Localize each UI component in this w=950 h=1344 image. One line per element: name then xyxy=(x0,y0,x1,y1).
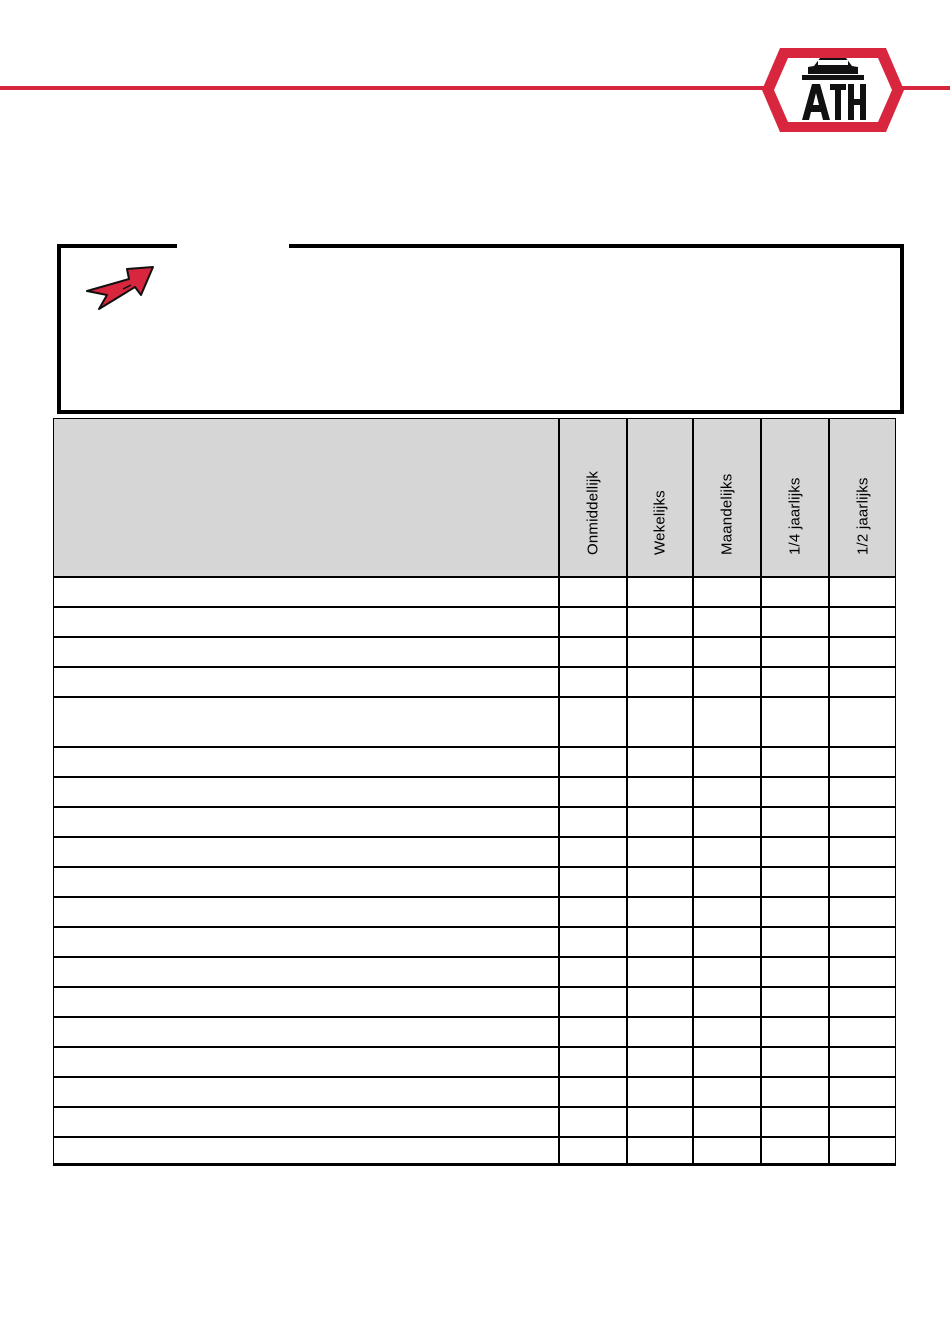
column-divider xyxy=(558,418,560,1164)
table-row xyxy=(53,868,896,896)
row-divider xyxy=(53,636,896,638)
row-divider xyxy=(53,1076,896,1078)
row-divider xyxy=(53,776,896,778)
table-row xyxy=(53,608,896,636)
note-box xyxy=(57,244,904,414)
row-divider xyxy=(53,1106,896,1108)
row-divider xyxy=(53,836,896,838)
table-row xyxy=(53,778,896,806)
table-row xyxy=(53,838,896,866)
header-col-halfjaar xyxy=(830,418,896,578)
table-row xyxy=(53,1108,896,1136)
header-col-maandelijks xyxy=(694,418,760,578)
table-row xyxy=(53,698,896,746)
table-row xyxy=(53,958,896,986)
column-divider xyxy=(626,418,628,1164)
row-divider xyxy=(53,1046,896,1048)
table-row xyxy=(53,668,896,696)
ath-logo xyxy=(758,44,908,136)
column-divider xyxy=(760,418,762,1164)
column-label: 1/2 jaarlijks xyxy=(854,477,872,555)
row-divider xyxy=(53,956,896,958)
table-row xyxy=(53,898,896,926)
row-divider xyxy=(53,1136,896,1138)
maintenance-schedule-table xyxy=(53,418,896,1164)
row-divider xyxy=(53,926,896,928)
table-row xyxy=(53,638,896,666)
note-box-gap xyxy=(177,242,289,250)
table-row xyxy=(53,1138,896,1166)
row-divider xyxy=(53,896,896,898)
table-header xyxy=(53,418,896,578)
header-description-cell xyxy=(53,418,558,578)
column-divider xyxy=(692,418,694,1164)
row-divider xyxy=(53,806,896,808)
table-row xyxy=(53,1018,896,1046)
row-divider xyxy=(53,666,896,668)
row-divider xyxy=(53,1164,896,1166)
table-row xyxy=(53,578,896,606)
header-col-wekelijks xyxy=(628,418,692,578)
column-label: Maandelijks xyxy=(718,473,736,555)
row-divider xyxy=(53,576,896,578)
row-divider xyxy=(53,866,896,868)
column-label: 1/4 jaarlijks xyxy=(786,477,804,555)
header-col-onmiddellijk xyxy=(560,418,626,578)
column-label: Onmiddellijk xyxy=(584,470,602,555)
row-divider xyxy=(53,1016,896,1018)
table-row xyxy=(53,1078,896,1106)
red-arrow-icon xyxy=(83,265,155,313)
table-row xyxy=(53,808,896,836)
header-col-kwartaal xyxy=(762,418,828,578)
table-row xyxy=(53,988,896,1016)
row-divider xyxy=(53,986,896,988)
row-divider xyxy=(53,746,896,748)
table-row xyxy=(53,1048,896,1076)
column-divider xyxy=(828,418,830,1164)
column-label: Wekelijks xyxy=(651,490,669,555)
row-divider xyxy=(53,696,896,698)
table-row xyxy=(53,748,896,776)
row-divider xyxy=(53,606,896,608)
table-row xyxy=(53,928,896,956)
